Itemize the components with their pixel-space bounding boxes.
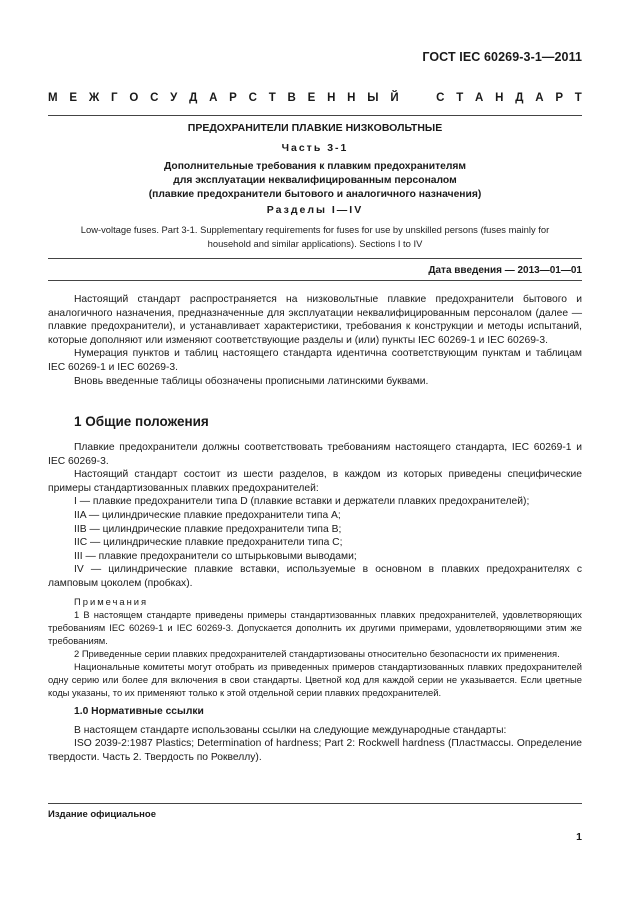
banner-letter: М	[48, 92, 58, 104]
footer-rule	[48, 803, 582, 804]
banner-letter: Ж	[88, 92, 100, 104]
banner-letter: Т	[456, 92, 464, 104]
paragraph: Вновь введенные таблицы обозначены прописными латинскими буквами.	[74, 375, 429, 387]
title-bottom-rule	[48, 258, 582, 259]
list-item: III — плавкие предохранители со штырьковыми выводами;	[74, 550, 357, 562]
document-subtitle	[48, 160, 582, 201]
banner-letter: Е	[69, 92, 78, 104]
paragraph: Настоящий стандарт состоит из шести разделов, в каждом из которых приведены специфические примеры стандартизованных плавких предохранителей:	[48, 469, 582, 494]
title-top-rule	[48, 115, 582, 116]
banner-letter: Н	[347, 92, 356, 104]
section-heading: 1 Общие положения	[74, 414, 209, 429]
banner-letter: Й	[390, 92, 399, 104]
banner-letter: У	[170, 92, 178, 104]
subtitle-line: (плавкие предохранители бытового и аналогичного назначения)	[148, 188, 482, 200]
paragraph: ISO 2039-2:1987 Plastics; Determination of hardness; Part 2: Rockwell hardness (Пластмассы. Определение твердости. Часть 2. Твердость по Роквеллу).	[48, 738, 582, 763]
note: 1 В настоящем стандарте приведены примеры стандартизованных плавких предохранителей, удовлетворяющих требованиям IEC 60269-1 и IEC 60269-3. Допускается дополнить их другими примерами, удовлетворяющими этим же требованиям.	[48, 609, 582, 647]
banner-gap	[410, 92, 424, 104]
banner-letter: А	[209, 92, 218, 104]
english-title-line: household and similar applications). Sections I to IV	[207, 238, 423, 249]
banner-letter: Д	[515, 92, 524, 104]
list-item: IIA — цилиндрические плавкие предохранители типа A;	[74, 509, 341, 521]
sections-label: Разделы I—IV	[266, 204, 364, 216]
subsection-heading: 1.0 Нормативные ссылки	[74, 706, 204, 718]
banner-letter: С	[436, 92, 445, 104]
banner-letter: Т	[574, 92, 582, 104]
standard-number: ГОСТ IEC 60269-3-1—2011	[422, 50, 582, 64]
banner-letter: Н	[327, 92, 336, 104]
subtitle-line: Дополнительные требования к плавким предохранителям	[163, 161, 467, 172]
banner-letter: А	[475, 92, 484, 104]
date-rule	[48, 280, 582, 281]
list-item: IIB — цилиндрические плавкие предохранители типа B;	[74, 523, 342, 535]
banner-letter: Т	[268, 92, 276, 104]
part-label: Часть 3-1	[281, 142, 349, 154]
interstate-standard-banner	[48, 92, 582, 104]
section-1-text	[48, 441, 582, 765]
banner-letter: С	[150, 92, 159, 104]
banner-letter: О	[129, 92, 139, 104]
paragraph: Настоящий стандарт распространяется на низковольтные плавкие предохранители бытового и аналогичного назначения, предназначенные для эксплуатации неквалифицированным персоналом (далее — плавкие предохранители), и устанавливает характеристики, требования к конструкции и методы испытаний, которые дополняют или изменяют соответствующие разделы и (или) пункты IEC 60269-1 и IEC 60269-3.	[48, 294, 582, 346]
paragraph: Нумерация пунктов и таблиц настоящего стандарта идентична соответствующим пунктам и таблицам IEC 60269-1 и IEC 60269-3.	[48, 348, 582, 373]
banner-letter: Р	[555, 92, 563, 104]
paragraph: Плавкие предохранители должны соответствовать требованиям настоящего стандарта, IEC 60269-1 и IEC 60269-3.	[48, 442, 582, 467]
banner-letter: Е	[307, 92, 316, 104]
banner-letter: А	[535, 92, 544, 104]
banner-letter: В	[287, 92, 296, 104]
intro-text	[48, 293, 582, 388]
banner-letter: С	[248, 92, 257, 104]
document-title: ПРЕДОХРАНИТЕЛИ ПЛАВКИЕ НИЗКОВОЛЬТНЫЕ	[187, 122, 443, 134]
subtitle-line: для эксплуатации неквалифицированным персоналом	[173, 174, 457, 186]
banner-letter: Ы	[367, 92, 379, 104]
notes-heading: Примечания	[74, 595, 149, 607]
note: 2 Приведенные серии плавких предохранителей стандартизованы относительно безопасности их применения.	[74, 648, 560, 660]
paragraph: В настоящем стандарте использованы ссылки на следующие международные стандарты:	[74, 724, 507, 736]
list-item: IIC — цилиндрические плавкие предохранители типа C;	[74, 537, 343, 549]
banner-letter: Г	[111, 92, 118, 104]
banner-letter: Р	[229, 92, 237, 104]
note: Национальные комитеты могут отобрать из приведенных примеров стандартизованных плавких предохранителей одну серию или более для включения в свои стандарты. Цветной код для каждой серии не указывается. Если цветные коды указаны, то их применяют только к этой отдельной серии плавких предохранителей.	[48, 661, 582, 699]
english-title	[48, 223, 582, 251]
banner-letter: Д	[189, 92, 198, 104]
list-item: I — плавкие предохранители типа D (плавкие вставки и держатели плавких предохранителей);	[74, 496, 530, 508]
official-edition-label: Издание официальное	[48, 809, 156, 820]
english-title-line: Low-voltage fuses. Part 3-1. Supplementary requirements for fuses for use by unskilled persons (fuses mainly for	[80, 224, 550, 235]
introduction-date: Дата введения — 2013—01—01	[428, 265, 582, 276]
banner-letter: Н	[495, 92, 504, 104]
list-item: IV — цилиндрические плавкие вставки, используемые в основном в плавких предохранителях с ламповым цоколем (пробках).	[48, 564, 582, 589]
page-number: 1	[576, 831, 582, 843]
